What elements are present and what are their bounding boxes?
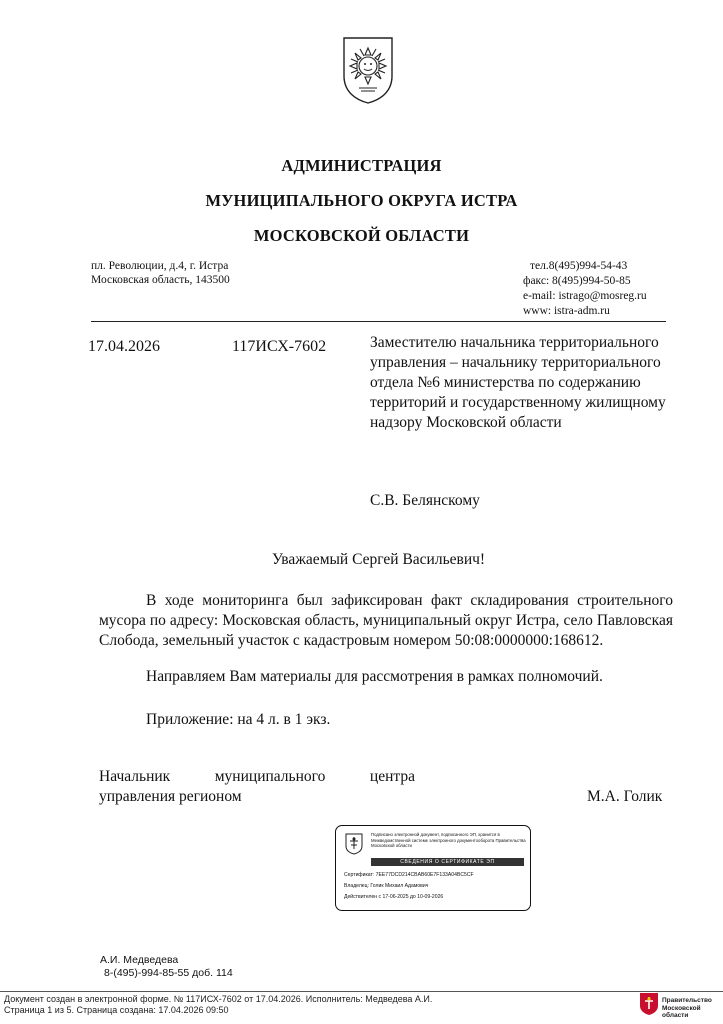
attachment-note: Приложение: на 4 л. в 1 экз. bbox=[146, 711, 331, 728]
footer-divider bbox=[0, 991, 723, 992]
org-name-line-2: МУНИЦИПАЛЬНОГО ОКРУГА ИСТРА bbox=[205, 191, 518, 210]
org-name-line-3: МОСКОВСКОЙ ОБЛАСТИ bbox=[253, 226, 470, 245]
government-logo-text bbox=[662, 997, 723, 1020]
e-signature-note: Подписано электронной документ, подписанного ЭП, хранится в Межведомственной системе электронного документооборота Правительства Московской области bbox=[371, 832, 526, 849]
e-signature-stamp bbox=[335, 825, 531, 911]
letter-paragraph-2: Направляем Вам материалы для рассмотрения в рамках полномочий. bbox=[146, 668, 603, 685]
org-name-line-1: АДМИНИСТРАЦИЯ bbox=[281, 156, 442, 175]
registration-number: 117ИСХ-7602 bbox=[232, 338, 327, 355]
contact-email: e-mail: istrago@mosreg.ru bbox=[523, 290, 647, 302]
e-signature-owner: Владелец: Голик Михаил Адамович bbox=[344, 883, 429, 889]
address-line-1: пл. Революции, д.4, г. Истра bbox=[91, 260, 229, 272]
header-divider bbox=[91, 321, 666, 322]
recipient-name: С.В. Белянскому bbox=[370, 492, 480, 509]
footer-line-1: Документ создан в электронной форме. № 117ИСХ-7602 от 17.04.2026. Исполнитель: Медведева А.И. bbox=[4, 994, 433, 1004]
recipient-position: Заместителю начальника территориального управления – начальнику территориального отдела №6 министерства по содержанию территорий и государственному жилищному надзору Московской области bbox=[370, 334, 666, 431]
government-logo-line-2: Московской области bbox=[662, 1004, 701, 1019]
executor-name: А.И. Медведева bbox=[100, 954, 179, 966]
footer-line-2: Страница 1 из 5. Страница создана: 17.04.2026 09:50 bbox=[4, 1005, 229, 1015]
e-signature-validity: Действителен с 17-06-2025 до 10-09-2026 bbox=[344, 894, 444, 900]
e-signature-band: СВЕДЕНИЯ О СЕРТИФИКАТЕ ЭП bbox=[371, 858, 524, 866]
moscow-oblast-emblem-icon bbox=[345, 833, 363, 855]
signer-position-line-2: управления регионом bbox=[99, 788, 242, 805]
istra-coat-of-arms-icon bbox=[340, 36, 396, 104]
address-line-2: Московская область, 143500 bbox=[91, 274, 230, 286]
signer-position-line-1: Начальник муниципального центра bbox=[99, 768, 415, 785]
letter-greeting: Уважаемый Сергей Васильевич! bbox=[272, 551, 486, 568]
executor-phone: 8-(495)-994-85-55 доб. 114 bbox=[104, 967, 233, 979]
letter-paragraph-1: В ходе мониторинга был зафиксирован факт складирования строительного мусора по адресу: Московская область, муниципальный округ Истра, село Павловская Слобода, земельный участок с кадастровым номером 50:08:0000000:168612. bbox=[99, 592, 673, 649]
moscow-oblast-government-logo-icon bbox=[639, 992, 659, 1016]
signer-name: М.А. Голик bbox=[587, 788, 663, 805]
registration-date: 17.04.2026 bbox=[88, 338, 160, 355]
contact-website: www: istra-adm.ru bbox=[523, 305, 610, 317]
contact-fax: факс: 8(495)994-50-85 bbox=[523, 275, 631, 287]
e-signature-certificate: Сертификат: 7EE77DCD214CBAB60E7F133A04BC5CF bbox=[344, 872, 474, 878]
contact-phone: тел.8(495)994-54-43 bbox=[530, 260, 628, 272]
government-logo-line-1: Правительство bbox=[662, 997, 712, 1004]
